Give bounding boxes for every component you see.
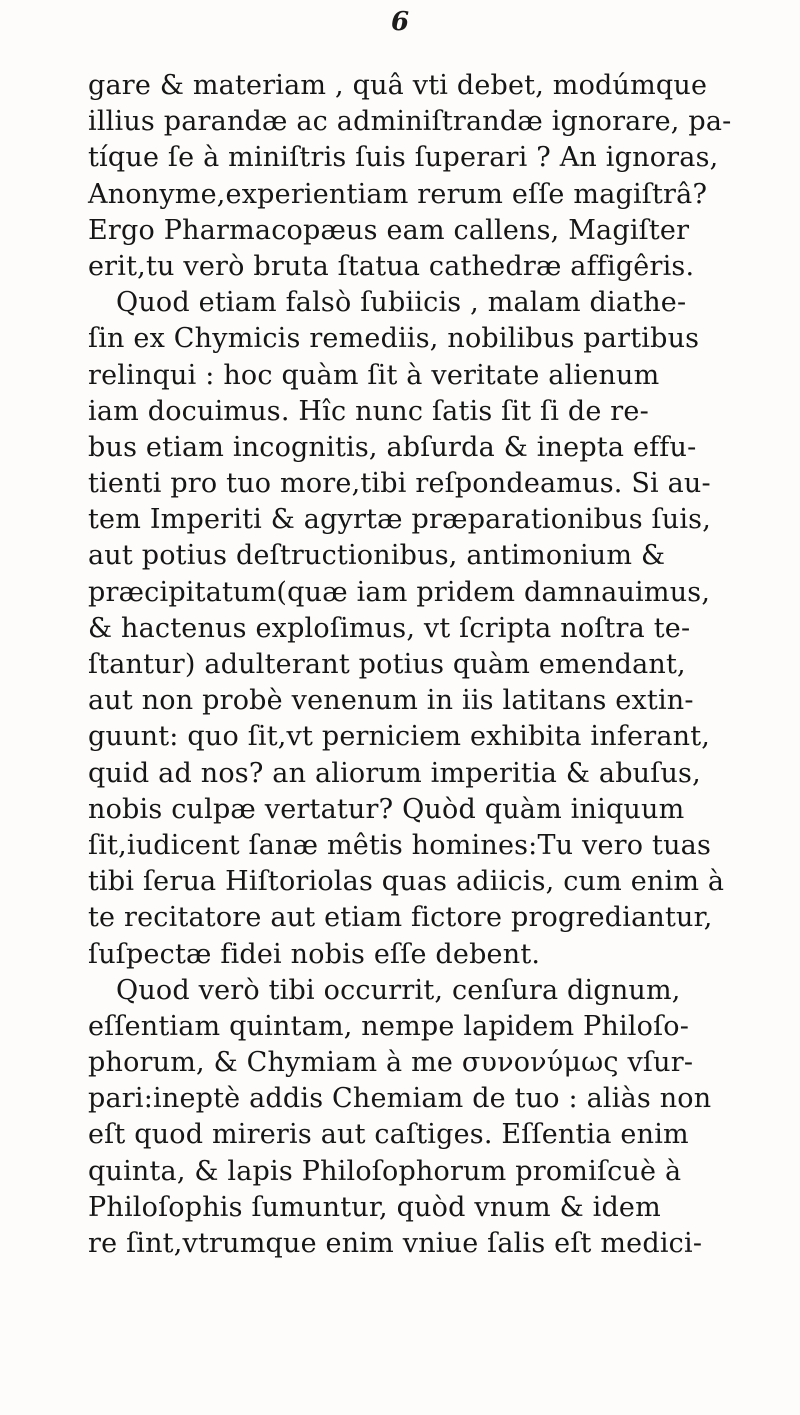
text-line: gare & materiam , quâ vti debet, modúmque bbox=[88, 70, 708, 101]
text-line: aut non probè venenum in iis latitans extin- bbox=[88, 685, 694, 717]
text-line: quid ad nos? an aliorum imperitia & abuſus, bbox=[88, 757, 701, 789]
text-line: tem Imperiti & agyrtæ præparationibus ſuis, bbox=[88, 504, 712, 536]
text-line: ſuſpectæ fidei nobis eſſe debent. bbox=[88, 938, 541, 970]
text-line: tíque ſe à miniſtris ſuis ſuperari ? An ignoras, bbox=[88, 142, 719, 174]
text-line: præcipitatum(quæ iam pridem damnauimus, bbox=[88, 576, 711, 608]
text-line: nobis culpæ vertatur? Quòd quàm iniquum bbox=[88, 793, 685, 825]
text-line: ſtantur) adulterant potius quàm emendant, bbox=[88, 649, 686, 680]
text-line: bus etiam incognitis, abſurda & inepta effu- bbox=[88, 431, 697, 463]
page-number: 6 bbox=[390, 7, 410, 37]
text-line: eſſentiam quintam, nempe lapidem Philoſo- bbox=[88, 1010, 690, 1042]
text-line: Quod verò tibi occurrit, cenſura dignum, bbox=[116, 974, 681, 1006]
body-text bbox=[88, 68, 768, 1262]
text-line: Quod etiam falsò ſubiicis , malam diathe- bbox=[116, 287, 687, 319]
text-line: re ſint,vtrumque enim vniue ſalis eſt medici- bbox=[88, 1228, 703, 1259]
text-line: tibi ſerua Hiſtoriolas quas adiicis, cum enim à bbox=[88, 866, 725, 898]
text-line: eſt quod mireris aut caſtiges. Eſſentia enim bbox=[88, 1119, 689, 1151]
text-line: phorum, & Chymiam à me συνονύμως vſur- bbox=[88, 1047, 694, 1079]
text-line: ſit,iudicent ſanæ mêtis homines:Tu vero tuas bbox=[88, 829, 712, 861]
text-line: pari:ineptè addis Chemiam de tuo : aliàs non bbox=[88, 1083, 712, 1115]
text-line: Ergo Pharmacopæus eam callens, Magiſter bbox=[88, 214, 690, 246]
text-line: Philoſophis ſumuntur, quòd vnum & idem bbox=[88, 1191, 661, 1223]
text-line: tienti pro tuo more,tibi reſpondeamus. Si au- bbox=[88, 468, 711, 500]
text-line: illius parandæ ac adminiſtrandæ ignorare, pa- bbox=[88, 106, 732, 138]
text-line: quinta, & lapis Philoſophorum promiſcuè à bbox=[88, 1155, 682, 1187]
text-line: ſin ex Chymicis remediis, nobilibus partibus bbox=[88, 323, 700, 355]
text-line: relinqui : hoc quàm ſit à veritate alienum bbox=[88, 359, 660, 391]
text-line: aut potius deſtructionibus, antimonium & bbox=[88, 540, 666, 572]
text-line: iam docuimus. Hîc nunc ſatis ſit ſi de re- bbox=[88, 395, 649, 427]
text-line: erit,tu verò bruta ſtatua cathedræ affigêris. bbox=[88, 250, 695, 282]
text-line: Anonyme,experientiam rerum eſſe magiſtrâ? bbox=[88, 178, 708, 210]
text-line: & hactenus exploſimus, vt ſcripta noſtra te- bbox=[88, 612, 691, 644]
text-line: te recitatore aut etiam fictore progrediantur, bbox=[88, 902, 713, 934]
text-line: guunt: quo ſit,vt perniciem exhibita inferant, bbox=[88, 721, 711, 753]
